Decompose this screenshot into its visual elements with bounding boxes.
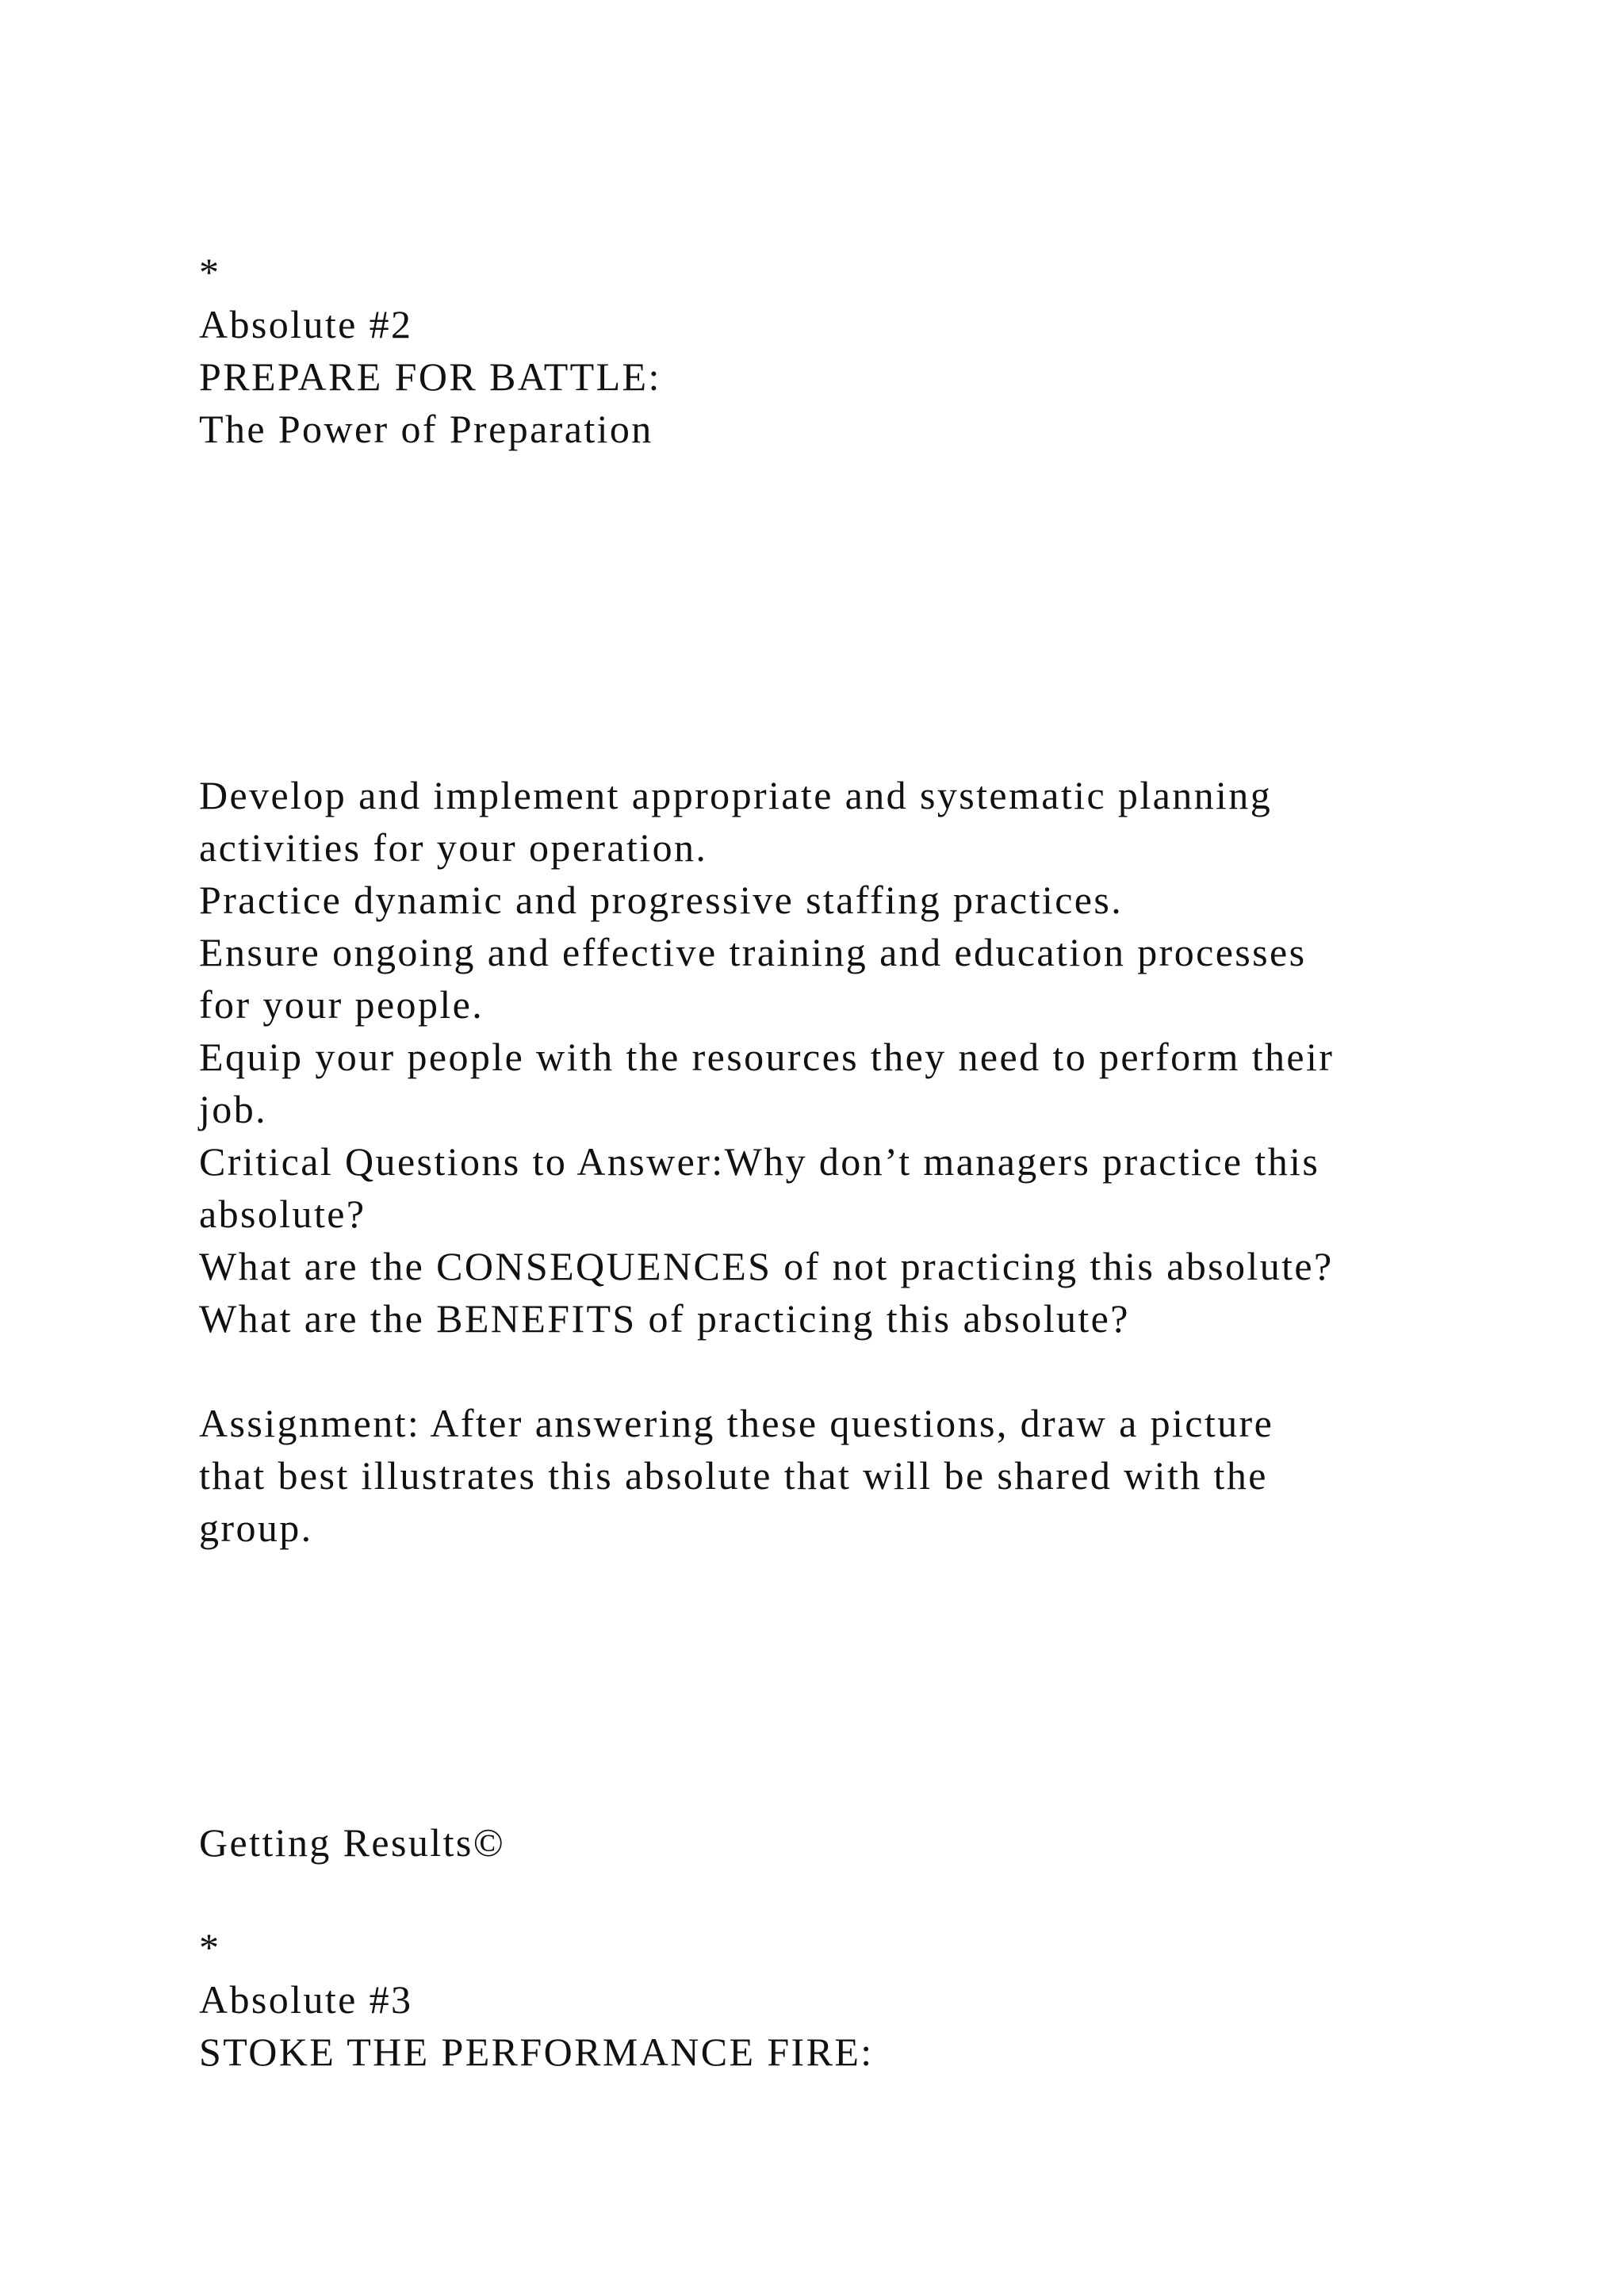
footer-text: Getting Results© xyxy=(199,1820,506,1865)
body-line: Develop and implement appropriate and systematic planning xyxy=(199,773,1273,817)
body-line: activities for your operation. xyxy=(199,825,708,870)
bullet-marker: * xyxy=(199,250,221,294)
body-line: job. xyxy=(199,1087,267,1131)
section-subheading: The Power of Preparation xyxy=(199,407,653,451)
body-line: Ensure ongoing and effective training and education processes xyxy=(199,930,1307,974)
assignment-line: group. xyxy=(199,1506,313,1550)
body-line: for your people. xyxy=(199,982,485,1027)
body-line: absolute? xyxy=(199,1192,366,1236)
body-line: What are the BENEFITS of practicing this absolute? xyxy=(199,1296,1130,1341)
body-line: What are the CONSEQUENCES of not practicing this absolute? xyxy=(199,1244,1334,1288)
section-heading: STOKE THE PERFORMANCE FIRE: xyxy=(199,2030,874,2074)
section-heading: PREPARE FOR BATTLE: xyxy=(199,354,661,399)
absolute-label: Absolute #3 xyxy=(199,1977,413,2022)
absolute-label: Absolute #2 xyxy=(199,302,413,346)
body-line: Practice dynamic and progressive staffing practices. xyxy=(199,878,1124,922)
bullet-marker: * xyxy=(199,1925,221,1969)
assignment-line: Assignment: After answering these questions, draw a picture xyxy=(199,1401,1274,1445)
assignment-line: that best illustrates this absolute that will be shared with the xyxy=(199,1453,1268,1498)
body-line: Equip your people with the resources they need to perform their xyxy=(199,1035,1335,1079)
body-line: Critical Questions to Answer:Why don’t managers practice this xyxy=(199,1139,1320,1184)
